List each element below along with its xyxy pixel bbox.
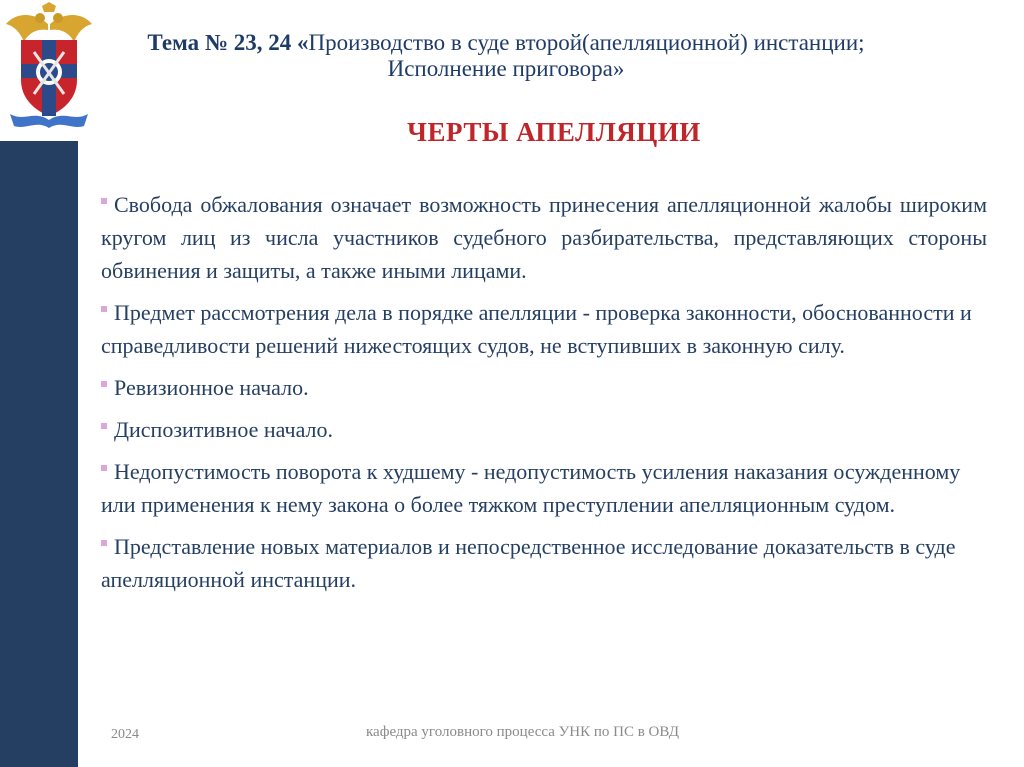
- title-rest: Производство в суде второй(апелляционной) инстанции;: [308, 30, 865, 55]
- square-bullet-icon: [101, 540, 107, 546]
- square-bullet-icon: [101, 306, 107, 312]
- list-item: [101, 188, 987, 287]
- section-heading: ЧЕРТЫ АПЕЛЛЯЦИИ: [407, 117, 701, 147]
- square-bullet-icon: [101, 465, 107, 471]
- square-bullet-icon: [101, 198, 107, 204]
- slide-title: [100, 30, 912, 82]
- list-item: [101, 413, 987, 446]
- feature-list: [101, 188, 987, 605]
- list-item-text: Недопустимость поворота к худшему - недопустимость усиления наказания осужденному или применения к нему закона о более тяжком преступлении апелляционным судом.: [101, 459, 961, 517]
- title-prefix: Тема № 23, 24 «: [147, 30, 309, 55]
- list-item-text: Свобода обжалования означает возможность принесения апелляционной жалобы широким кругом лиц из числа участников судебного разбирательства, представляющих стороны обвинения и защиты, а также иными лицами.: [101, 192, 987, 283]
- list-item: [101, 296, 987, 362]
- list-item: [101, 530, 987, 596]
- footer-year: 2024: [111, 727, 139, 742]
- eagle-emblem-icon: [4, 2, 94, 130]
- list-item-text: Предмет рассмотрения дела в порядке апелляции - проверка законности, обоснованности и справедливости решений нижестоящих судов, не вступивших в законную силу.: [101, 300, 972, 358]
- square-bullet-icon: [101, 381, 107, 387]
- list-item-text: Ревизионное начало.: [114, 375, 309, 400]
- list-item-text: Представление новых материалов и непосредственное исследование доказательств в суде апелляционной инстанции.: [101, 534, 956, 592]
- list-item: [101, 371, 987, 404]
- left-sidebar-bar: [0, 141, 78, 767]
- footer-department: кафедра уголовного процесса УНК по ПС в ОВД: [366, 724, 680, 740]
- square-bullet-icon: [101, 423, 107, 429]
- list-item: [101, 455, 987, 521]
- title-line2: Исполнение приговора»: [387, 56, 625, 81]
- list-item-text: Диспозитивное начало.: [114, 417, 334, 442]
